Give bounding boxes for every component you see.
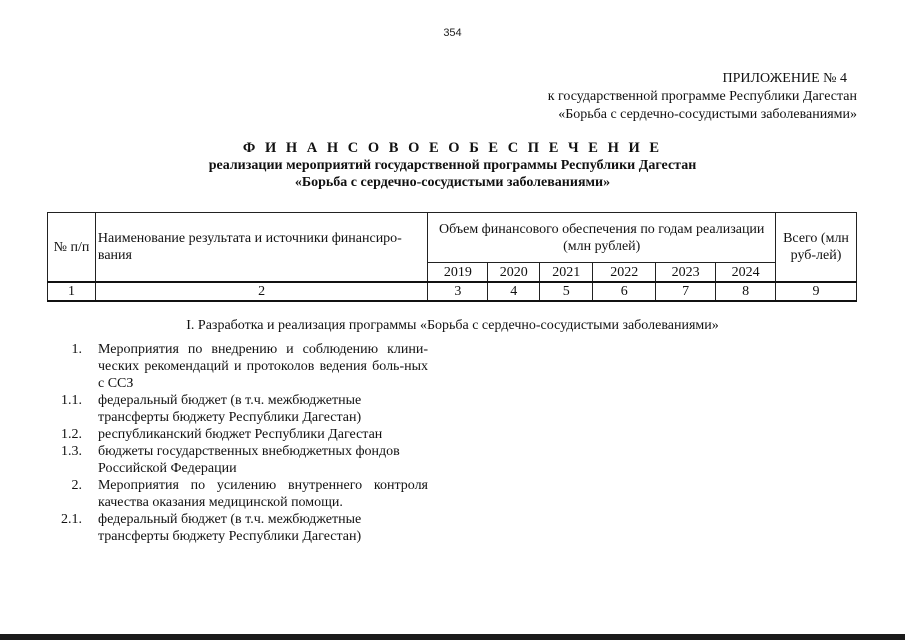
appendix-line-1: к государственной программе Республики Дагестан — [547, 89, 857, 104]
header-name: Наименование результата и источники финансиро-вания — [95, 213, 427, 283]
year-cell: 2019 — [428, 263, 488, 283]
section-title: I. Разработка и реализация программы «Борьба с сердечно-сосудистыми заболеваниями» — [186, 318, 719, 333]
item-number: 1.3. — [61, 444, 82, 459]
header-total: Всего (млн руб-лей) — [776, 213, 857, 283]
year-cell: 2024 — [716, 263, 776, 283]
year-cell: 2022 — [593, 263, 656, 283]
table-column-numbers-row — [48, 282, 857, 301]
header-num: № п/п — [48, 213, 96, 283]
column-number-cell: 8 — [716, 282, 776, 301]
column-number-cell: 1 — [48, 282, 96, 301]
document-heading — [0, 140, 905, 191]
heading-subtitle-2: «Борьба с сердечно-сосудистыми заболеваниями» — [294, 175, 611, 190]
table-header-row — [48, 213, 857, 263]
header-volume: Объем финансового обеспечения по годам реализации (млн рублей) — [428, 213, 776, 263]
financing-table — [47, 212, 857, 302]
item-number: 1.2. — [61, 427, 82, 442]
item-number: 2. — [71, 478, 82, 493]
list-item — [48, 341, 428, 392]
year-cell: 2021 — [540, 263, 593, 283]
scan-edge-line — [0, 634, 905, 640]
list-item — [48, 511, 428, 545]
measures-list — [48, 341, 428, 545]
item-number: 1.1. — [61, 393, 82, 408]
year-cell: 2020 — [488, 263, 540, 283]
item-text: федеральный бюджет (в т.ч. межбюджетные трансферты бюджету Республики Дагестан) — [98, 512, 362, 544]
column-number-cell: 5 — [540, 282, 593, 301]
heading-title: Ф И Н А Н С О В О Е О Б Е С П Е Ч Е Н И Е — [242, 140, 663, 156]
item-text: бюджеты государственных внебюджетных фондов Российской Федерации — [98, 444, 400, 476]
heading-subtitle-1: реализации мероприятий государственной программы Республики Дагестан — [208, 158, 697, 173]
year-cell: 2023 — [656, 263, 716, 283]
appendix-block — [548, 70, 857, 124]
item-number: 2.1. — [61, 512, 82, 527]
list-item — [48, 392, 428, 426]
column-number-cell: 3 — [428, 282, 488, 301]
item-text: Мероприятия по усилению внутреннего контроля качества оказания медицинской помощи. — [98, 478, 428, 510]
appendix-line-2: «Борьба с сердечно-сосудистыми заболеваниями» — [558, 107, 857, 122]
column-number-cell: 7 — [656, 282, 716, 301]
item-number: 1. — [71, 342, 82, 357]
item-text: Мероприятия по внедрению и соблюдению клини-ческих рекомендаций и протоколов ведения боль-ных с ССЗ — [98, 342, 428, 391]
item-text: федеральный бюджет (в т.ч. межбюджетные трансферты бюджету Республики Дагестан) — [98, 393, 362, 425]
column-number-cell: 2 — [95, 282, 427, 301]
list-item — [48, 426, 428, 443]
list-item — [48, 443, 428, 477]
appendix-title: ПРИЛОЖЕНИЕ № 4 — [722, 71, 847, 86]
column-number-cell: 4 — [488, 282, 540, 301]
list-item — [48, 477, 428, 511]
column-number-cell: 9 — [776, 282, 857, 301]
page-number: 354 — [443, 27, 462, 39]
column-number-cell: 6 — [593, 282, 656, 301]
item-text: республиканский бюджет Республики Дагестан — [98, 427, 383, 442]
